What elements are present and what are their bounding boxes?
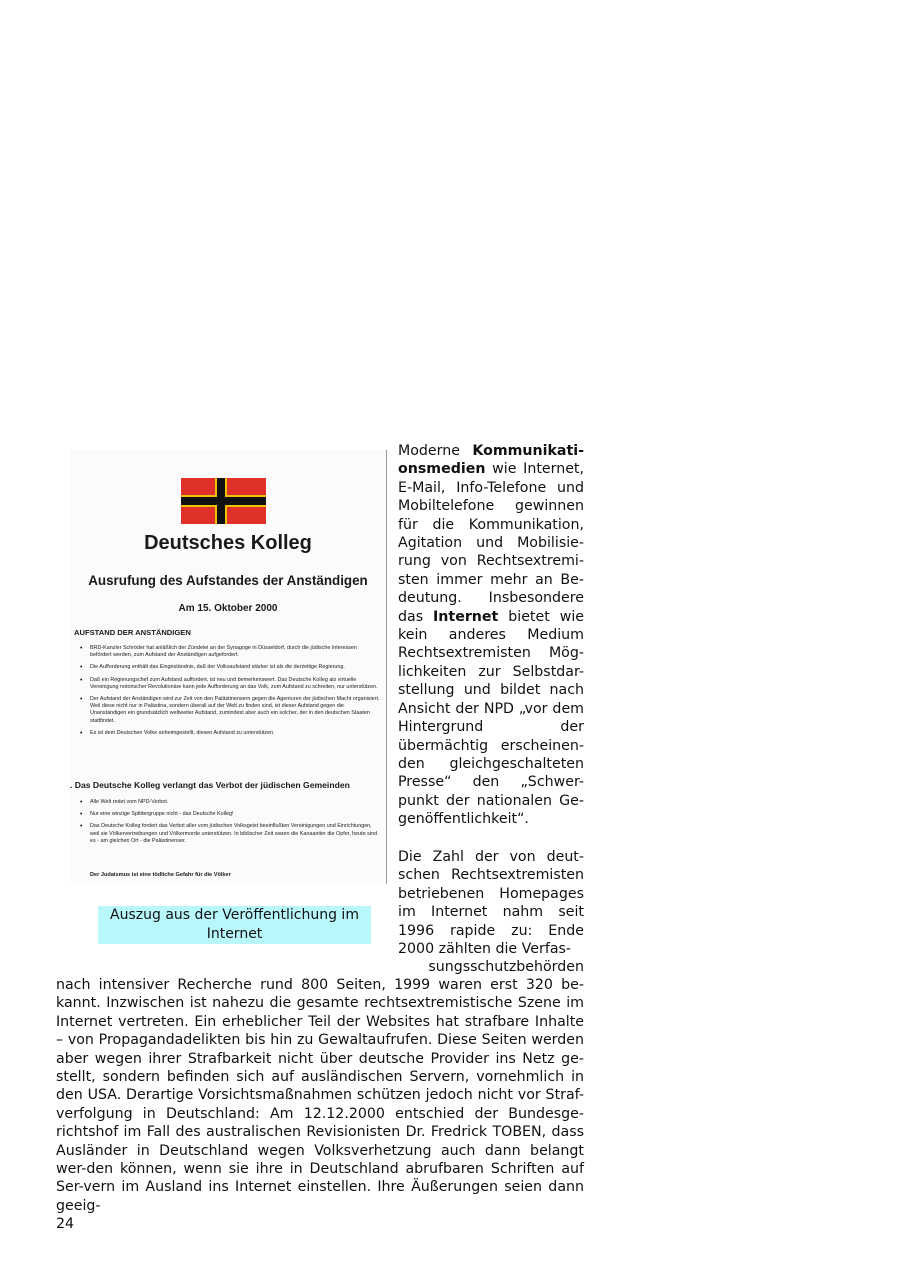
paragraph-homepages-tail: sungsschutzbehörden	[428, 959, 584, 975]
list-item: • Es ist dem Deutschen Volke anheimgestellt, diesen Aufstand zu unterstützen.	[80, 730, 380, 737]
list-item: • Das Deutsche Kolleg fordert das Verbot aller vom jüdischen Volksgeist beeinflußten Vereinigungen und Einrichtungen, weil sie Völkervertreibungen und Völkermorde unterstützen. In biblischer Zeit waren die Kanaaniter die Opfer, heute sind es - am gleichen Ort - die Palästinenser.	[80, 823, 380, 845]
figure-section2-heading: . Das Deutsche Kolleg verlangt das Verbot der jüdischen Gemeinden	[70, 780, 350, 790]
page-number: 24	[56, 1216, 75, 1232]
list-item: • Nur eine winzige Splittergruppe nicht - das Deutsche Kolleg!	[80, 811, 380, 818]
paragraph-homepages-full: nach intensiver Recherche rund 800 Seiten, 1999 waren erst 320 be-kannt. Inzwischen ist nahezu die gesamte rechtsextremistische Szene im Internet vertreten. Ein erheblicher Teil der Websites hat strafbare Inhalte – von Propagandadelikten bis hin zu Gewaltaufrufen. Diese Seiten werden aber wegen ihrer Strafbarkeit nicht über deutsche Provider ins Netz ge-stellt, sondern befinden sich auf ausländischen Servern, vornehmlich in den USA. Derartige Vorsichtsmaßnahmen schützen jedoch nicht vor Straf-verfolgung in Deutschland: Am 12.12.2000 entschied der Bundesge-richtshof im Fall des australischen Revisionisten Dr. Fredrick TOBEN, dass Ausländer in Deutschland wegen Volksverhetzung auch dann belangt wer-den können, wenn sie ihre in Deutschland abrufbaren Schriften auf Ser-vern im Ausland ins Internet einstellen. Ihre Äußerungen seien dann geeig-	[56, 977, 584, 1214]
list-item: • BRD-Kanzler Schröder hat anläßlich der Zündelei an der Synagoge in Düsseldorf, durch die jüdische Interessen befördert werden, zum Aufstand der Anständigen aufgefordert.	[80, 645, 380, 659]
text-run: bietet wie kein anderes Medium Rechtsextremisten Mög-lichkeiten zur Selbstdar-stellung und bildet nach Ansicht der NPD „vor dem Hintergrund der übermächtig erscheinen-den gleichgeschalteten Presse“ den „Schwer-punkt der nationalen Ge-genöffentlichkeit“.	[398, 608, 584, 828]
list-item: • Der Aufstand der Anständigen wird zur Zeit von den Palästinensern gegen die Agenturen der jüdischen Macht organisiert. Weil diese nicht nur in Palästina, sondern überall auf der Welt zu finden sind, ist dieser Aufstand gegen die Unanständigen ein grundsätzlich weltweiter Aufstand, zumindest aber auch ein solcher, der in den deutschen Staaten stattfindet.	[80, 696, 380, 725]
figure-screenshot	[70, 450, 387, 884]
paragraph-homepages-column: Die Zahl der von deut-schen Rechtsextremisten betriebenen Homepages im Internet nahm seit 1996 rapide zu: Ende 2000 zählten die Verfas-	[398, 849, 584, 958]
bold-term-kommunikationsmedien: Kommunikati-onsmedien	[398, 443, 584, 478]
bold-term-internet: Internet	[433, 608, 499, 625]
paragraph-communication-media	[398, 442, 584, 829]
figure-title: Deutsches Kolleg	[144, 532, 312, 554]
text-run: wie Internet, E-Mail, Info-Telefone und Mobiltelefone gewinnen für die Kommunikation, Agitation und Mobilisie-rung von Rechtsextremi-sten immer mehr an Be-deutung. Insbesondere das	[398, 461, 584, 625]
list-item: • Alle Welt redet vom NPD-Verbot.	[80, 799, 380, 806]
figure-footer: Der Judaismus ist eine tödliche Gefahr für die Völker	[90, 872, 231, 878]
figure-section1-list	[80, 645, 380, 742]
figure-section2-list	[80, 799, 380, 850]
flag-image	[181, 478, 266, 524]
list-item: • Daß ein Regierungschef zum Aufstand auffordert, ist neu und bemerkenswert. Das Deutsche Kolleg als virtuelle Vereinigung notorischer Revolutionäre kann jede Aufforderung an das Volk, zum Aufstand zu schreiten, nur unterstützen.	[80, 677, 380, 691]
list-item: • Die Aufforderung enthält das Eingeständnis, daß der Volksaufstand stärker ist als die derzeitige Regierung.	[80, 664, 380, 671]
figure-caption: Auszug aus der Veröffentlichung im Internet	[98, 906, 371, 944]
figure-subtitle: Ausrufung des Aufstandes der Anständigen	[88, 573, 368, 588]
figure-date: Am 15. Oktober 2000	[178, 603, 278, 614]
text-run: Moderne	[398, 443, 473, 459]
figure-section1-heading: AUFSTAND DER ANSTÄNDIGEN	[74, 628, 191, 637]
